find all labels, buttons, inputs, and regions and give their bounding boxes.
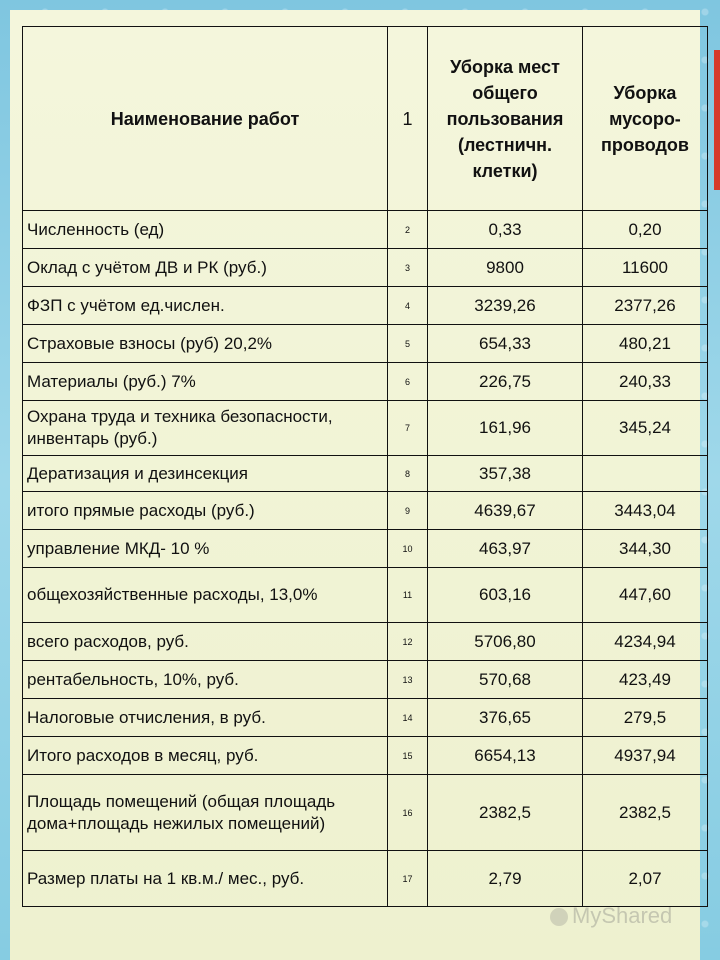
header-name: Наименование работ <box>23 27 388 211</box>
row-num: 7 <box>388 401 428 456</box>
row-col2: 344,30 <box>583 530 708 568</box>
row-col2: 4234,94 <box>583 623 708 661</box>
watermark-text: MyShared <box>572 903 673 928</box>
row-num: 5 <box>388 325 428 363</box>
row-num: 8 <box>388 456 428 492</box>
row-col1: 2,79 <box>428 851 583 907</box>
row-col2: 11600 <box>583 249 708 287</box>
row-name: Страховые взносы (руб) 20,2% <box>23 325 388 363</box>
table-row <box>23 775 708 851</box>
row-num: 10 <box>388 530 428 568</box>
table-row <box>23 363 708 401</box>
row-num: 17 <box>388 851 428 907</box>
header-num: 1 <box>388 27 428 211</box>
table-body <box>23 211 708 907</box>
row-col1: 376,65 <box>428 699 583 737</box>
row-name: Дератизация и дезинсекция <box>23 456 388 492</box>
table-row <box>23 737 708 775</box>
row-num: 2 <box>388 211 428 249</box>
header-col2: Уборка мусоро-проводов <box>583 27 708 211</box>
row-name: Налоговые отчисления, в руб. <box>23 699 388 737</box>
table-row <box>23 401 708 456</box>
row-num: 9 <box>388 492 428 530</box>
row-col1: 9800 <box>428 249 583 287</box>
row-col2: 279,5 <box>583 699 708 737</box>
row-col1: 2382,5 <box>428 775 583 851</box>
table-row <box>23 661 708 699</box>
cost-table <box>22 26 708 907</box>
row-name: Материалы (руб.) 7% <box>23 363 388 401</box>
row-col2 <box>583 456 708 492</box>
row-num: 11 <box>388 568 428 623</box>
slide-sheet <box>10 10 700 960</box>
row-col1: 161,96 <box>428 401 583 456</box>
row-col2: 345,24 <box>583 401 708 456</box>
table-row <box>23 699 708 737</box>
row-name: Площадь помещений (общая площадь дома+площадь нежилых помещений) <box>23 775 388 851</box>
row-col1: 6654,13 <box>428 737 583 775</box>
row-col1: 3239,26 <box>428 287 583 325</box>
row-name: ФЗП с учётом ед.числен. <box>23 287 388 325</box>
table-row <box>23 492 708 530</box>
row-name: Охрана труда и техника безопасности, инвентарь (руб.) <box>23 401 388 456</box>
row-col1: 570,68 <box>428 661 583 699</box>
row-name: Численность (ед) <box>23 211 388 249</box>
row-name: итого прямые расходы (руб.) <box>23 492 388 530</box>
row-num: 12 <box>388 623 428 661</box>
table-row <box>23 623 708 661</box>
row-name: Итого расходов в месяц, руб. <box>23 737 388 775</box>
row-col1: 463,97 <box>428 530 583 568</box>
accent-bar <box>714 50 720 190</box>
row-col2: 2382,5 <box>583 775 708 851</box>
table-header-row <box>23 27 708 211</box>
row-name: Размер платы на 1 кв.м./ мес., руб. <box>23 851 388 907</box>
table-row <box>23 568 708 623</box>
row-col2: 423,49 <box>583 661 708 699</box>
table-row <box>23 530 708 568</box>
row-num: 13 <box>388 661 428 699</box>
table-row <box>23 287 708 325</box>
row-num: 4 <box>388 287 428 325</box>
row-num: 3 <box>388 249 428 287</box>
table-row <box>23 211 708 249</box>
row-name: всего расходов, руб. <box>23 623 388 661</box>
row-name: Оклад с учётом ДВ и РК (руб.) <box>23 249 388 287</box>
table-row <box>23 325 708 363</box>
row-col2: 0,20 <box>583 211 708 249</box>
row-col1: 5706,80 <box>428 623 583 661</box>
row-col2: 240,33 <box>583 363 708 401</box>
row-name: рентабельность, 10%, руб. <box>23 661 388 699</box>
row-col2: 3443,04 <box>583 492 708 530</box>
row-col2: 2,07 <box>583 851 708 907</box>
row-name: управление МКД- 10 % <box>23 530 388 568</box>
table-row <box>23 249 708 287</box>
row-col1: 226,75 <box>428 363 583 401</box>
table-row <box>23 851 708 907</box>
row-num: 15 <box>388 737 428 775</box>
row-col2: 2377,26 <box>583 287 708 325</box>
row-name: общехозяйственные расходы, 13,0% <box>23 568 388 623</box>
row-num: 6 <box>388 363 428 401</box>
table-row <box>23 456 708 492</box>
header-col1: Уборка мест общего пользования (лестничн. клетки) <box>428 27 583 211</box>
watermark-logo-icon <box>550 908 568 926</box>
row-col2: 447,60 <box>583 568 708 623</box>
row-num: 16 <box>388 775 428 851</box>
row-col2: 480,21 <box>583 325 708 363</box>
row-col1: 603,16 <box>428 568 583 623</box>
row-col1: 357,38 <box>428 456 583 492</box>
row-num: 14 <box>388 699 428 737</box>
row-col1: 0,33 <box>428 211 583 249</box>
row-col2: 4937,94 <box>583 737 708 775</box>
row-col1: 654,33 <box>428 325 583 363</box>
row-col1: 4639,67 <box>428 492 583 530</box>
